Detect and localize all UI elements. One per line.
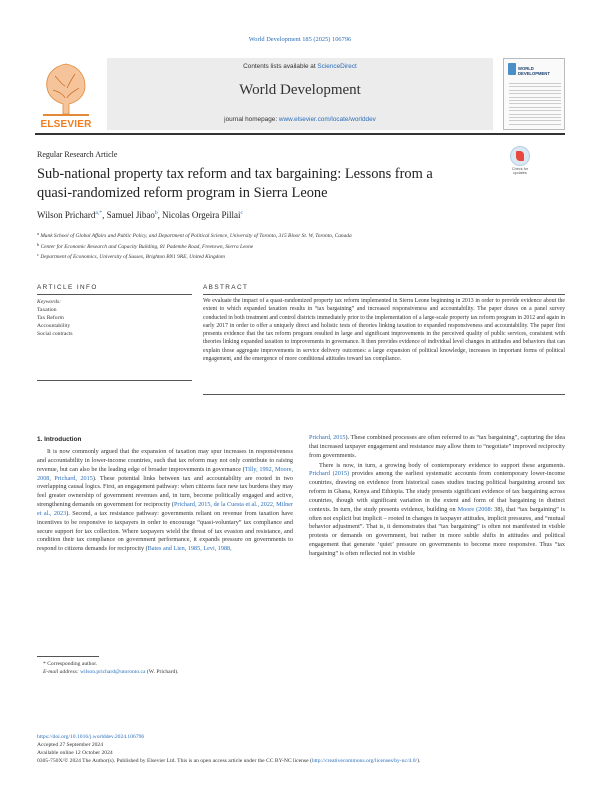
- license-link[interactable]: http://creativecommons.org/licenses/by-nc/4.0/: [311, 758, 418, 764]
- header-divider: [35, 133, 565, 135]
- body-paragraph: [309, 434, 565, 461]
- cover-text-lines: [509, 83, 561, 127]
- body-text: ). These potential links between tax and accountability are rooted in two overlapping causal logics. First, an engagement pathway: when citizens face new tax burdens they may feel greater ownership of government revenues and, in turn, become politically engaged and active, strengthening demands on government for reciprocity (: [37, 474, 293, 509]
- affiliation-item: [37, 230, 557, 241]
- elsevier-wordmark: ELSEVIER: [40, 119, 92, 130]
- article-info-divider: [37, 294, 192, 295]
- keywords-list: [37, 298, 187, 338]
- body-paragraph: [37, 448, 293, 554]
- affiliation-mark: a: [37, 231, 39, 236]
- footnotes: [37, 660, 337, 676]
- corresponding-author-note: * Corresponding author.: [43, 661, 98, 667]
- abstract-bottom-divider: [203, 394, 565, 395]
- article-type: Regular Research Article: [37, 150, 118, 159]
- contents-prefix: Contents lists available at: [243, 63, 318, 70]
- abstract-heading: ABSTRACT: [203, 284, 249, 291]
- abstract-divider: [203, 294, 565, 295]
- affiliation-mark: c: [37, 252, 39, 258]
- affiliation-mark: b: [37, 241, 40, 247]
- body-text: ). Second, a tax resistance pathway: governments reliant on revenue from taxation have incentives to be responsive to taxpayers in order to encourage “quasi-voluntary” tax compliance and secure support for tax collection. Where taxpayers wield the threat of tax evasion and resistance, and condition their tax compliance on government performance, it expands pressure on governments to respond to citizens demands for reciprocity (: [37, 509, 294, 553]
- journal-name: World Development: [239, 82, 361, 98]
- cover-badge-icon: [508, 63, 516, 75]
- homepage-prefix: journal homepage:: [224, 116, 279, 123]
- author-affiliation-mark[interactable]: c: [240, 210, 243, 216]
- check-for-updates-button[interactable]: [508, 146, 532, 176]
- keyword-item: Taxation: [37, 307, 57, 313]
- doi-link[interactable]: https://doi.org/10.1016/j.worlddev.2024.106796: [37, 734, 145, 740]
- contents-available: [107, 63, 493, 70]
- email-note: [43, 668, 337, 676]
- article-metadata: [37, 733, 565, 765]
- keyword-item: Tax Reform: [37, 315, 64, 321]
- citation-link[interactable]: Tilly, 1992, Moore, 2008, Prichard, 2015: [37, 465, 294, 482]
- abstract-body: We evaluate the impact of a quasi-randomized property tax reform implemented in Sierra Leone beginning in 2013 in order to provide evidence about the extent to which expanded taxation results in “tax bargaining” and increased responsiveness and accountability. The paper draws on a panel survey conducted in both treatment and control districts immediately prior to the implementation of a large-scale property tax reform program in 2012 and again in early 2017 in order to offer a uniquely direct and holistic tests of theories linking taxation to expanded responsiveness and accountability. The paper first presents evidence that the tax reform program resulted in large and significant improvements in the perceived quality of public services, consistent with theories linking expanded taxation to improvements in governance. It then provides evidence of individual level changes in attitudes and behaviors that can explain those aggregate improvements in service delivery outcomes: a large expansion of political knowledge, increases in important forms of political engagement, and the emergence of more conditional attitudes toward tax compliance.: [203, 298, 565, 363]
- body-text: ). These combined processes are often referred to as “tax bargaining”, capturing the idea that increased taxpayer engagement and resistance may allow them to “negotiate” improved reciprocity from governments.: [309, 434, 565, 459]
- journal-cover-thumbnail[interactable]: [503, 58, 565, 130]
- sciencedirect-link[interactable]: ScienceDirect: [317, 63, 357, 70]
- check-updates-label: Check for updates: [511, 167, 529, 175]
- license-text: 0305-750X/© 2024 The Author(s). Published by Elsevier Ltd. This is an open access article under the CC BY-NC license (: [37, 758, 312, 764]
- body-text: There is now, in turn, a growing body of contemporary evidence to support these arguments.: [319, 461, 565, 469]
- body-paragraph: [309, 462, 565, 559]
- citation-link[interactable]: Prichard (2015): [309, 470, 350, 478]
- body-column-left: [37, 448, 293, 554]
- affiliation-item: [37, 251, 557, 262]
- title-line: quasi-randomized reform program in Sierra Leone: [37, 185, 328, 201]
- body-text: : 38), that “tax bargaining” is often not explicit but implicit – rooted in changes in taxpayer attitudes, implicit pressures, and “mutual behavior adjustment”. That is, it demonstrates that “tax bargaining” is often not manifested in visible protests or demands on government, but rather in more subtle shifts in attitudes and political engagement that generate ‘quiet’ pressure on governments to become more responsive. Thus “tax bargaining” is often reflected not in visible: [309, 505, 565, 557]
- elsevier-tree-icon: [35, 58, 97, 118]
- journal-header: [35, 58, 565, 130]
- footnote-divider: [37, 656, 99, 657]
- body-text: It is now commonly argued that the expansion of taxation may spur increases in responsiveness and accountability in lower-income countries, such that tax reform may not only contribute to raising revenue, but can also be the leading edge of broader improvements in governance (: [37, 448, 293, 473]
- keyword-item: Accountability: [37, 323, 71, 329]
- journal-homepage-link[interactable]: www.elsevier.com/locate/worlddev: [278, 116, 376, 123]
- title-line: Sub-national property tax reform and tax bargaining: Lessons from a: [37, 166, 433, 182]
- author-affiliation-mark[interactable]: b: [154, 210, 158, 216]
- author-affiliation-mark[interactable]: a,*: [95, 210, 103, 216]
- journal-reference[interactable]: World Development 185 (2025) 106796: [248, 36, 352, 43]
- cover-title: WORLD DEVELOPMENT: [518, 66, 550, 76]
- article-title: [37, 165, 507, 203]
- citation-link[interactable]: Bates and Lien, 1985, Levi, 1988,: [147, 545, 232, 553]
- journal-masthead: [107, 58, 493, 130]
- accepted-date: Accepted 27 September 2024: [37, 742, 104, 748]
- author-name[interactable]: Wilson Prichard: [37, 210, 96, 220]
- affiliations: [37, 230, 557, 262]
- author-list: Wilson Prichard$^{a,*}$, Samuel Jibao$^b$, Nicolas Orgeira Pillai$^c$: [37, 210, 243, 220]
- available-date: Available online 12 October 2024: [37, 750, 113, 756]
- affiliation-item: [37, 241, 557, 252]
- elsevier-logo[interactable]: [35, 58, 97, 130]
- author-name[interactable]: Nicolas Orgeira Pillai: [162, 210, 241, 220]
- article-info-bottom-divider: [37, 380, 192, 381]
- body-column-right: [309, 434, 565, 559]
- citation-link[interactable]: Moore (2008: [457, 505, 491, 513]
- keyword-item: Social contracts: [37, 331, 73, 337]
- citation-link[interactable]: Prichard, 2015: [309, 434, 346, 441]
- email-label: E-mail address:: [43, 669, 81, 676]
- body-text: provides among the earliest systematic accounts from contemporary lower-income countries, drawing on evidence from historical cases studies tracing political bargaining around tax reform in Ghana, Kenya and Ethiopia. The study presents significant evidence of tax bargaining across countries, though with significant variation in the extent and form of that bargaining in distinct contexts. In turn, the study presents evidence, building on: [309, 470, 565, 513]
- author-name[interactable]: Samuel Jibao: [106, 210, 155, 220]
- check-updates-icon: [510, 146, 530, 166]
- license-text: ).: [417, 758, 421, 764]
- keywords-label: Keywords:: [37, 299, 62, 305]
- section-heading-introduction: 1. Introduction: [37, 436, 82, 443]
- email-suffix: (W. Prichard).: [145, 669, 179, 676]
- affiliation-text: Department of Economics, University of Sussex, Brighton BN1 9RE, United Kingdom: [40, 254, 225, 261]
- citation-link[interactable]: Prichard, 2015, de la Cuesta et al., 2022, Milner et al., 2023: [37, 501, 293, 517]
- email-link[interactable]: wilson.prichard@utoronto.ca: [80, 669, 146, 676]
- affiliation-text: Munk School of Global Affairs and Public Policy, and Department of Political Science, University of Toronto, 315 Bloor St. W, Toronto, Canada: [40, 233, 352, 239]
- journal-homepage: [107, 116, 493, 123]
- affiliation-text: Center for Economic Research and Capacity Building, 81 Padembe Road, Freetown, Sierra Leone: [40, 243, 254, 250]
- article-info-heading: ARTICLE INFO: [37, 284, 98, 291]
- license-note: [37, 757, 565, 765]
